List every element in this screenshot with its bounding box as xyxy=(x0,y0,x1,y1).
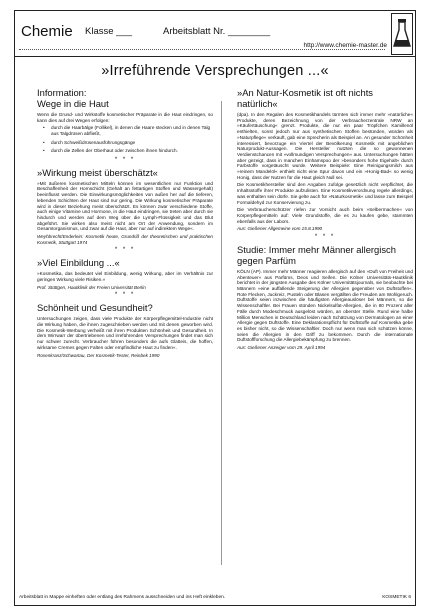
page-footer xyxy=(19,595,411,600)
section-text: Die Verbraucherschützer riefen zur Vorsicht auch beim »Selbermachen« von Körperpflegemitteln auf: Viele Grundstoffe, die es zu kaufen gebe, stammten ebenfalls aus der Labors. xyxy=(237,207,413,224)
subject-label: Chemie xyxy=(21,23,73,40)
section-heading: »Viel Einbildung ...« xyxy=(37,257,120,269)
section-text: »Kosmetika, das bedeutet viel Einbildung, wenig Wirkung, aber im Verhältnis zur geringen Wirkung viele Risiken.« xyxy=(37,271,213,282)
left-column xyxy=(37,87,213,360)
section-text: »Mit äußeren kosmetischen Mitteln können im wesentlichen nur Funktion und Beschaffenheit der Hornschicht (Gehalt an fettartigen Stoffen und Wassergehalt) beeinflusst werden. Die Einwirkungsmöglichkeiten von außen her auf die tieferen, lebenden Schichten der Haut sind nur gering. Die Wirkung kosmetischer Präparate wird in dieser Beziehung meist überschätzt. Es können zwar verschiedene Stoffe, auch einige Vitamine und Hormone, in die Haut eindringen, sie treten aber durch sie hindurch und werden auf dem Weg über die Lymph-Flüssigkeit und das Blut abgeführt. Sie wirken also meist nicht am Ort der Anwendung, sondern im Gesamtorganismus, und zwar auf die Haut, aber nur auf indirektem Wege«. xyxy=(37,180,213,232)
list-item: • durch Schweißdrüsenausführungsgänge xyxy=(37,140,213,146)
worksheet-frame xyxy=(14,10,416,606)
section-intro: Wenn die Grund- und Wirkstoffe kosmetischer Präparate in die Haut eindringen, so kann dies auf drei Wegen erfolgen: xyxy=(37,112,213,123)
section-heading: »Wirkung meist überschätzt« xyxy=(37,166,158,178)
section-separator: * * * xyxy=(314,233,336,240)
footer-instruction: Arbeitsblatt in Mappe einheften oder entlang des Rahmens ausschneiden und ins Heft einkleben. xyxy=(19,595,226,600)
section-separator: * * * xyxy=(114,247,136,254)
section-separator: * * * xyxy=(114,292,136,299)
section-text: (dpa). In den Regalen des Kosmetikhandels türmten sich immer mehr »natürliche« Produkte, deren Bezeichnung von der Verbraucherzentrale NRW an »Käufertäuschung« grenzt. Produkte, die nur ein paar Tröpfchen Kamillenöl enthielten, sonst jedoch nur aus synthetischen Stoffen bestünden, würden als »Naturpflege« verkauft, gab eine Sprecherin als Beispiel an. An gesunder Schönheit interessiert, bevorzuge ein Viertel der Bevölkerung Kosmetik mit angeblichen Naturprodukt-Aussagen. Die Hersteller nutzten die so gewonnenen Verdienstchancen mit »vollmundigen Versprechungen« aus. Untersuchungen hätten aber gezeigt, dass in manchen Einhamspoo der »besonders hohe Eigehalt« durch Farbstoffe vorgetäuscht wurde. Weitere Beispiele: Eine Reinigungsmilch aus »reinem Mandelöl« enthielt nicht eine Spur davon und ein »Honig-Bad« so wenig Honig, dass der Nutzen für die Haut gleich Null sei. xyxy=(237,112,413,180)
section-text: KÖLN (AP). Immer mehr Männer reagieren allergisch auf den »Duft von Freiheit und Abenteuer« aus Parfüms, Deos und Seifen. Die Kölner Universitäts-Hautklinik berichtet in der jüngsten Ausgabe des Kölner Universitätsjournals, sie beobachte bei Männern »eine auffallende Steigerung der Allergien gegenüber von Duftstoffen«. Rote Flecken, Juckreiz, Pusteln oder Blasen vergällten die Freuden am Wohlgeruch. Duftstoffe seien inzwischen die häufigsten Allergieauslöser bei Männern, so die Wissenschaftler. Bei Frauen stünden Nickelsulfat-Allergien, die in 80 Prozent aller Fälle durch Modeschmuck ausgelöst würden, an oberster Stelle. Rund eine halbe Million Menschen in Deutschland leiden nach Schätzung von Dermatologen an einer Allergie gegen Duftstoffe. Eine Deklarationspflicht für Duftstoffe auf Kosmetika gebe es bisher nicht, so die Wissenschaftler. Doch nur wenn man sich schützen könne, seien die Allergien in den Griff zu bekommen. Durch die internationale Duftstoffforschung die Allergiebekämpfung zu brennen. xyxy=(237,268,413,343)
section-natur-kosmetik xyxy=(237,87,413,241)
section-heading: Studie: Immer mehr Männer allergisch gegen Parfüm xyxy=(237,243,396,266)
bullet-list xyxy=(37,125,213,153)
section-schoenheit-gesundheit xyxy=(37,302,213,358)
header-dotted-line xyxy=(19,49,385,50)
klasse-field: Klasse ___ xyxy=(85,26,133,37)
source-citation: Prof. Stüttgen, Hautklinik der Freien Universität Berlin xyxy=(37,284,146,290)
worksheet-header xyxy=(15,11,415,57)
section-heading: Information: Wege in die Haut xyxy=(37,87,109,109)
section-text: Untersuchungen zeigen, dass viele Produkte der Körperpflegemittel-Industrie nicht die Wirkung haben, die ihnen zugeschrieben werden und mit denen geworben wird. Die Kosmetik-Werbung verheißt mit ihren Produkten Schönheit und Gesundheit. In dem Wirrwarr der übertriebenen und irreführenden Versprechungen findet man sich nur schwer zurecht. Verbraucher führen besonders die aufs Glatteis, die hoffen, wirksame Cremes gegen Falten oder empfindliche Haut zu finden«. xyxy=(37,316,213,350)
footer-sheet-id: KOSMETIK 6 xyxy=(382,595,411,600)
source-citation: Aus: Gießener Allgemeine vom 15.8.1990 xyxy=(237,226,323,232)
source-citation: Aus: Gießener Anzeiger vom 29. April 1994 xyxy=(237,345,326,351)
right-column xyxy=(237,87,413,353)
source-citation: Weyhbrecht/Enderlein: Kosmetik heute, Grundriß der theoretischen und praktischen Kosmetik, Stuttgart 1974 xyxy=(37,234,213,245)
flask-logo-icon xyxy=(391,13,413,55)
column-divider xyxy=(221,101,222,565)
section-text: Die Kosmetikhersteller sind den Angaben zufolge gesetzlich nicht verpflichtet, die Inhaltsstoffe ihrer Produkte aufzulisten. Eine Kosmetikverordnung regele allerdings, was enthalten sein dürfe. Sie gelte auch für »Naturkosmetik« und lasse zum Beispiel Formaldehyd zur Konservierung zu. xyxy=(237,182,413,205)
list-item: • durch die Haarbälge (Follikel), in denen die Haare stecken und in denen Talg aus Talgdrüsen abfließt, xyxy=(37,125,213,136)
section-wege-in-die-haut xyxy=(37,87,213,164)
section-separator: * * * xyxy=(114,156,136,163)
page-title: »Irreführende Versprechungen ...« xyxy=(101,63,329,79)
section-heading: »An Natur-Kosmetik ist oft nichts natürlich« xyxy=(237,87,373,109)
source-citation: Rosenkranz/Schwartau, Der Kosmetik-Tester, Reinbek 1990 xyxy=(37,352,160,358)
section-viel-einbildung xyxy=(37,257,213,299)
section-heading: Schönheit und Gesundheit? xyxy=(37,302,153,314)
list-item: • durch die Zellen der Oberhaut oder zwischen ihnen hindurch. xyxy=(37,148,213,154)
website-url: http://www.chemie-master.de xyxy=(303,42,387,49)
section-wirkung-ueberschaetzt xyxy=(37,167,213,255)
section-maenner-allergisch xyxy=(237,244,413,351)
arbeitsblatt-number-field: Arbeitsblatt Nr. ________ xyxy=(163,26,271,37)
